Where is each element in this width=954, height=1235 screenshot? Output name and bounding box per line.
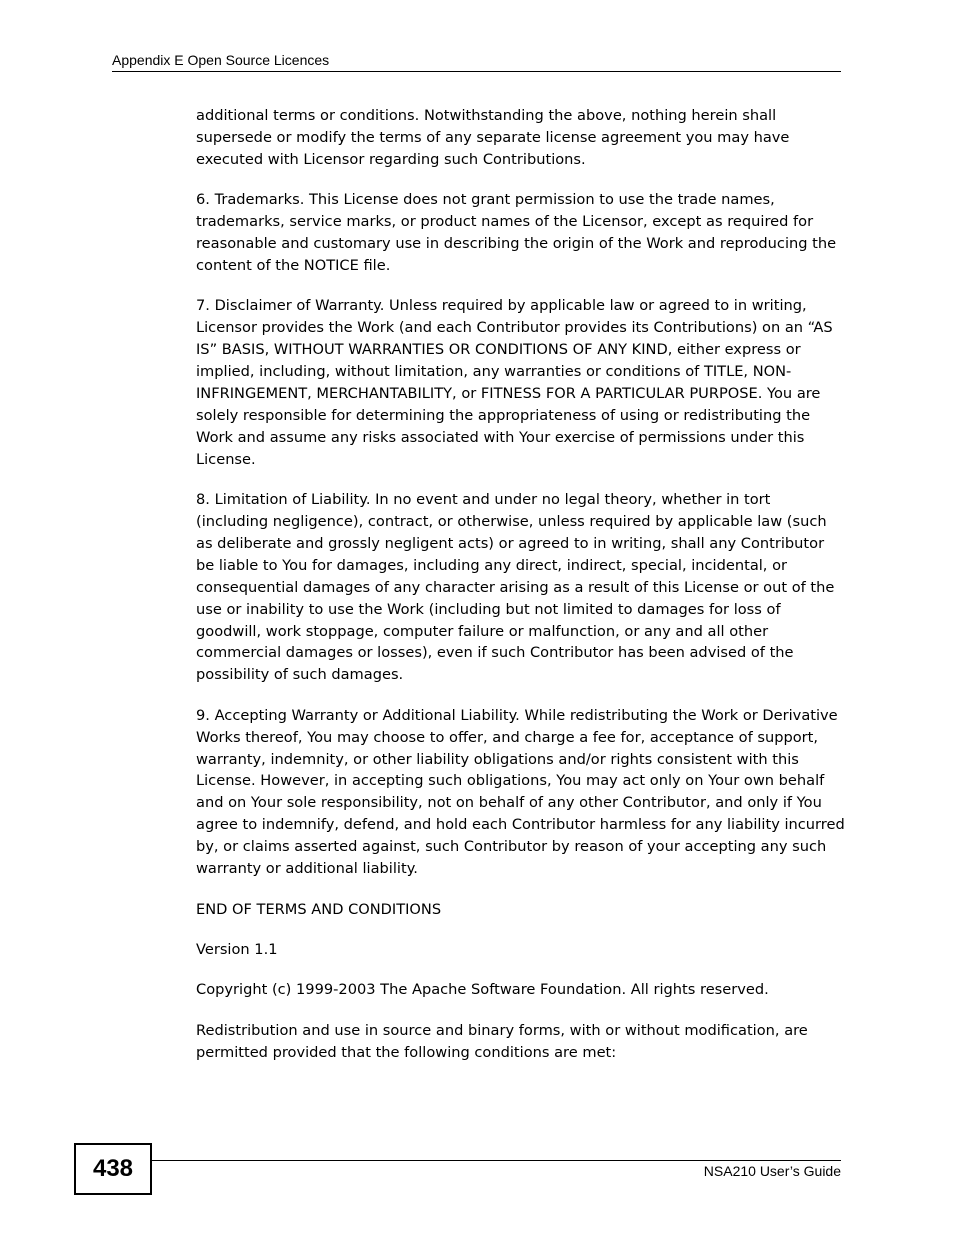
- paragraph-trademarks: 6. Trademarks. This License does not grant permission to use the trade names, trademarks, service marks, or product names of the Licensor, except as required for reasonable and customary use in describing the origin of the Work and reproducing the content of the NOTICE file.: [196, 191, 837, 274]
- header-divider: [112, 71, 841, 72]
- page-header-title: Appendix E Open Source Licences: [112, 52, 330, 68]
- footer-guide-title: NSA210 User’s Guide: [703, 1163, 841, 1179]
- paragraph-continuation: additional terms or conditions. Notwithstanding the above, nothing herein shall supersede or modify the terms of any separate license agreement you may have executed with Licensor regarding such Contributions.: [196, 107, 790, 168]
- paragraph-redistribution: Redistribution and use in source and binary forms, with or without modification, are permitted provided that the following conditions are met:: [196, 1021, 808, 1061]
- end-of-terms-heading: END OF TERMS AND CONDITIONS: [196, 900, 442, 918]
- paragraph-disclaimer-of-warranty: 7. Disclaimer of Warranty. Unless required by applicable law or agreed to in writing, Licensor provides the Work (and each Contributor provides its Contributions) on an “AS IS” BASIS, WITHOUT WARRANTIES OR CONDITIONS OF ANY KIND, either express or implied, including, without limitation, any warranties or conditions of TITLE, NON-INFRINGEMENT, MERCHANTABILITY, or FITNESS FOR A PARTICULAR PURPOSE. You are solely responsible for determining the appropriateness of using or redistributing the Work and assume any risks associated with Your exercise of permissions under this License.: [196, 297, 833, 468]
- copyright-notice: Copyright (c) 1999-2003 The Apache Software Foundation. All rights reserved.: [196, 981, 769, 999]
- document-body: [196, 105, 846, 1082]
- page-number-box: 438: [74, 1143, 152, 1195]
- version-label: Version 1.1: [196, 940, 278, 958]
- paragraph-limitation-of-liability: 8. Limitation of Liability. In no event and under no legal theory, whether in tort (including negligence), contract, or otherwise, unless required by applicable law (such as deliberate and grossly negligent acts) or agreed to in writing, shall any Contributor be liable to You for damages, including any direct, indirect, special, incidental, or consequential damages of any character arising as a result of this License or out of the use or inability to use the Work (including but not limited to damages for loss of goodwill, work stoppage, computer failure or malfunction, or any and all other commercial damages or losses), even if such Contributor has been advised of the possibility of such damages.: [196, 491, 835, 684]
- paragraph-accepting-warranty: 9. Accepting Warranty or Additional Liability. While redistributing the Work or Derivative Works thereof, You may choose to offer, and charge a fee for, acceptance of support, warranty, indemnity, or other liability obligations and/or rights consistent with this License. However, in accepting such obligations, You may act only on Your own behalf and on Your sole responsibility, not on behalf of any other Contributor, and only if You agree to indemnify, defend, and hold each Contributor harmless for any liability incurred by, or claims asserted against, such Contributor by reason of your accepting any such warranty or additional liability.: [196, 706, 845, 878]
- footer-divider: [150, 1160, 841, 1161]
